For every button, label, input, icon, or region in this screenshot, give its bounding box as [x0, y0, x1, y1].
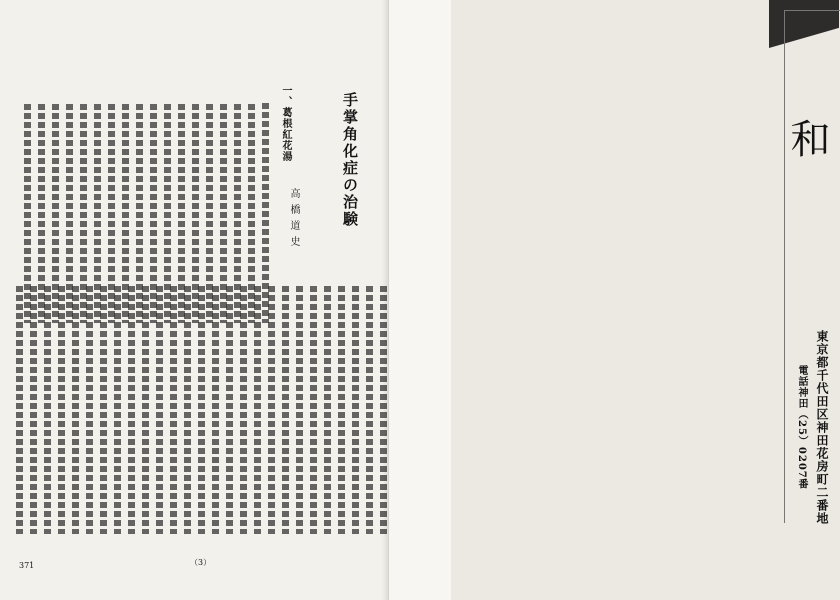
page-number: 371 [19, 561, 35, 570]
advertisement-address: 東京都千代田区神田花房町二番地 [815, 330, 829, 525]
body-text-column [170, 286, 177, 534]
body-text-column [310, 286, 317, 534]
body-text-column [338, 286, 345, 534]
body-text-column [212, 286, 219, 534]
body-text-column [324, 286, 331, 534]
body-text-column [352, 286, 359, 534]
body-text-column [282, 286, 289, 534]
body-text-column [226, 286, 233, 534]
body-text-column [16, 286, 23, 534]
center-number: （3） [190, 558, 212, 567]
body-text-column [254, 286, 261, 534]
author-name: 高橋道史 [288, 188, 299, 252]
body-text-column [86, 286, 93, 534]
body-text-column [128, 286, 135, 534]
body-text-column [156, 286, 163, 534]
body-text-column [44, 286, 51, 534]
body-text-column [114, 286, 121, 534]
body-text-column [366, 286, 373, 534]
body-text-column [142, 286, 149, 534]
advertisement-big-character: 和 [784, 118, 830, 158]
advertisement-phone: 電話神田（25）0207番 [796, 365, 807, 490]
body-text-column [72, 286, 79, 534]
body-text-column [268, 286, 275, 534]
body-text-column [58, 286, 65, 534]
left-page [0, 0, 390, 600]
article-title: 手掌角化症の治験 [341, 92, 359, 228]
section-heading: 一、葛根紅花湯 [280, 85, 291, 162]
body-text-column [184, 286, 191, 534]
body-text-column [296, 286, 303, 534]
body-text-column [30, 286, 37, 534]
body-text-column [240, 286, 247, 534]
advertisement-border [784, 10, 840, 523]
body-text-column [198, 286, 205, 534]
right-page [388, 0, 830, 600]
body-text-column [100, 286, 107, 534]
